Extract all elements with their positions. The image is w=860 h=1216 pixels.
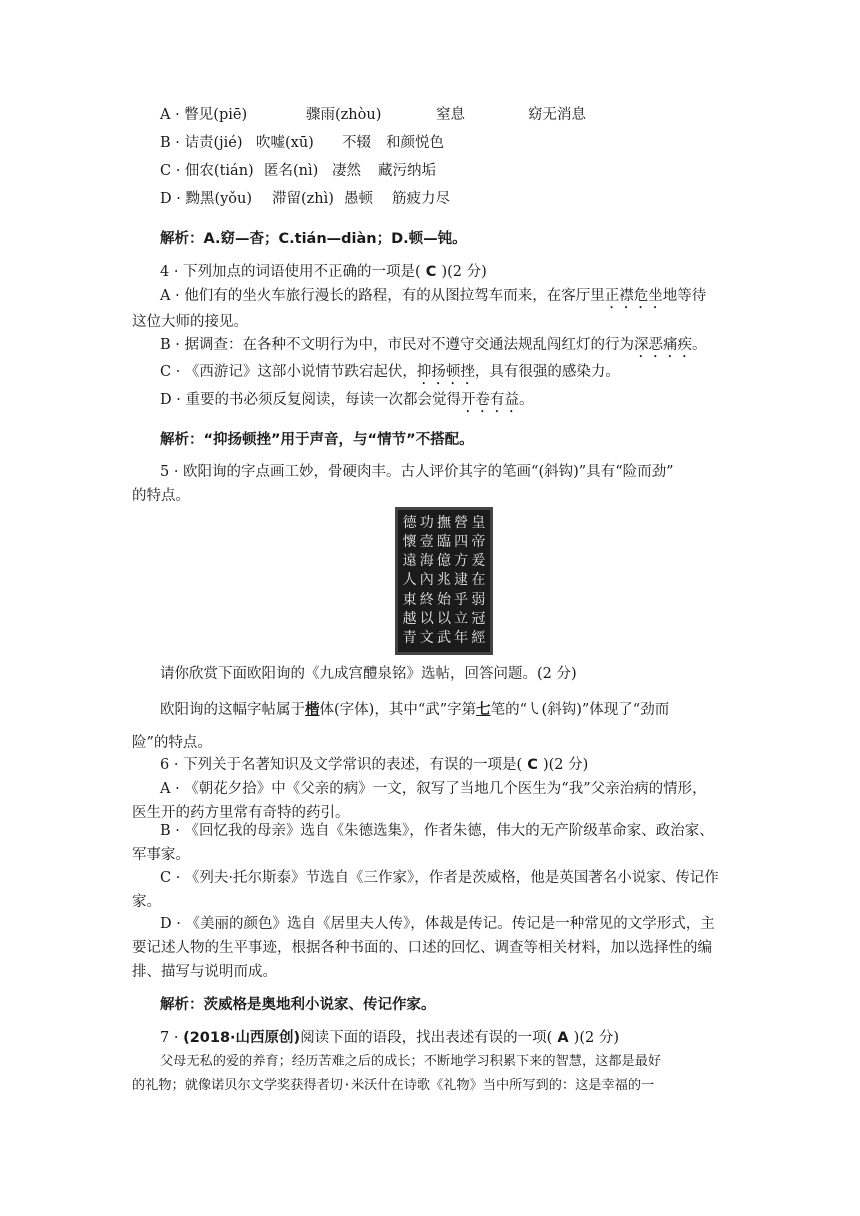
- calligraphy-char: 以: [419, 610, 434, 627]
- calligraphy-char: 內: [419, 572, 434, 589]
- q4-b-tail: 。: [691, 337, 707, 353]
- calligraphy-char: 文: [419, 629, 434, 646]
- q4-option-c: [160, 362, 620, 388]
- q5-prompt: 请你欣赏下面欧阳询的《九成宫醴泉铭》选帖，回答问题。(2 分): [160, 666, 577, 682]
- q6-option-d-cont1: 要记述人物的生平事迹，根据各种书面的、口述的回忆、调查等相关材料，加以选择性的编: [132, 940, 712, 956]
- q5-blank-2: 七: [476, 702, 491, 718]
- q3-c-word3: 凄然: [332, 163, 361, 179]
- calligraphy-char: 經: [471, 629, 486, 646]
- q7-passage-line2: 的礼物；就像诺贝尔文学奖获得者切·米沃什在诗歌《礼物》当中所写到的：这是幸福的一: [132, 1078, 655, 1093]
- calligraphy-char: 在: [471, 572, 486, 589]
- q4-c-dotted: 抑扬顿挫: [416, 364, 475, 380]
- calligraphy-char: 冠: [471, 610, 486, 627]
- calligraphy-char: 帝: [471, 534, 486, 551]
- q4-c-tail: ，具有很强的感染力。: [474, 364, 620, 380]
- q6-option-a: A · 《朝花夕拾》中《父亲的病》一文，叙写了当地几个医生为“我”父亲治病的情形，: [160, 781, 707, 797]
- q7-passage-line1: 父母无私的爱的养育；经历苦难之后的成长；不断地学习积累下来的智慧，这都是最好: [160, 1054, 662, 1069]
- q7-stem-text: 阅读下面的语段，找出表述有误的一项(: [300, 1030, 553, 1046]
- q3-a-word3: 窒息: [436, 107, 465, 123]
- calligraphy-char: 東: [402, 591, 417, 608]
- q7-score: )(2 分): [573, 1030, 619, 1046]
- calligraphy-char: 以: [436, 610, 451, 627]
- q4-a-tail: 地等待: [662, 288, 707, 304]
- q4-answer: C: [420, 264, 442, 280]
- q4-stem-text: 4 · 下列加点的词语使用不正确的一项是(: [160, 264, 421, 280]
- q4-b-dotted: 深恶痛疾: [633, 337, 692, 353]
- q5-stem-line1: 5 · 欧阳询的字点画工妙，骨硬肉丰。古人评价其字的笔画“(斜钩)”具有“险而劲”: [160, 464, 674, 480]
- q6-option-c-cont: 家。: [132, 894, 161, 910]
- q3-d-word4: 筋疲力尽: [392, 191, 450, 207]
- calligraphy-char: 武: [436, 629, 451, 646]
- calligraphy-char: 壹: [419, 534, 434, 551]
- calligraphy-column-3: [436, 516, 451, 646]
- calligraphy-char: 終: [419, 591, 434, 608]
- calligraphy-char: 始: [436, 591, 451, 608]
- q3-option-d: [160, 189, 450, 209]
- q6-option-d: D · 《美丽的颜色》选自《居里夫人传》，体裁是传记。传记是一种常见的文学形式，主: [160, 916, 715, 932]
- q7-number: 7 ·: [160, 1030, 184, 1046]
- q6-stem: [160, 755, 588, 775]
- calligraphy-char: 德: [402, 515, 417, 531]
- q7-source: (2018·山西原创): [183, 1030, 301, 1046]
- calligraphy-char: 青: [402, 629, 417, 646]
- calligraphy-char: 弱: [471, 591, 486, 608]
- q4-option-b: [160, 335, 706, 361]
- calligraphy-char: 撫: [436, 515, 451, 531]
- calligraphy-char: 臨: [436, 534, 451, 551]
- calligraphy-char: 營: [454, 515, 469, 531]
- calligraphy-char: 遠: [402, 553, 417, 570]
- q3-d-word3: 愚顿: [344, 191, 373, 207]
- q7-answer: A: [552, 1030, 574, 1046]
- q3-option-a: [160, 105, 586, 125]
- q5-answer-mid: 体(字体)，其中“武”字第: [319, 702, 477, 718]
- q5-answer-line1: [160, 700, 669, 720]
- q5-answer-line2: 险”的特点。: [132, 735, 212, 751]
- q4-option-a-cont: 这位大师的接见。: [132, 314, 248, 330]
- q3-option-b: [160, 133, 444, 153]
- calligraphy-char: 乎: [454, 591, 469, 608]
- q4-c-text: C · 《西游记》这部小说情节跌宕起伏，: [160, 364, 417, 380]
- calligraphy-rubbing-image: [395, 507, 493, 655]
- q3-b-word4: 和颜悦色: [386, 135, 444, 151]
- calligraphy-char: 方: [454, 553, 469, 570]
- q6-answer: C: [522, 757, 543, 773]
- calligraphy-char: 四: [454, 534, 469, 551]
- q6-option-b-cont: 军事家。: [132, 847, 190, 863]
- q3-d-word1: D · 黝黑(yǒu): [160, 191, 253, 207]
- q5-blank-1: 楷: [305, 702, 320, 718]
- calligraphy-char: 立: [454, 610, 469, 627]
- q4-b-text: B · 据调查：在各种不文明行为中，市民对不遵守交通法规乱闯红灯的行为: [160, 337, 634, 353]
- calligraphy-char: 億: [436, 553, 451, 570]
- calligraphy-column-4: [419, 516, 434, 646]
- q3-c-word4: 藏污纳垢: [378, 163, 436, 179]
- calligraphy-char: 兆: [436, 572, 451, 589]
- q4-d-tail: 。: [518, 392, 534, 408]
- calligraphy-char: 越: [402, 610, 417, 627]
- calligraphy-column-5: [402, 516, 417, 646]
- calligraphy-char: 懷: [402, 534, 417, 551]
- q4-score: )(2 分): [441, 264, 487, 280]
- q7-stem: [160, 1028, 619, 1048]
- calligraphy-char: 功: [419, 515, 434, 531]
- q5-stem-line2: 的特点。: [132, 488, 190, 504]
- q3-c-word1: C · 佃农(tián): [160, 163, 254, 179]
- q3-b-word3: 不辍: [342, 135, 371, 151]
- calligraphy-char: 海: [419, 553, 434, 570]
- q5-answer-text: 欧阳询的这幅字帖属于: [160, 702, 305, 718]
- q3-a-word2: 骤雨(zhòu): [306, 107, 382, 123]
- q4-a-dotted: 正襟危坐: [604, 288, 663, 304]
- q3-d-word2: 滞留(zhì): [272, 191, 334, 207]
- q6-score: )(2 分): [542, 757, 589, 773]
- calligraphy-char: 爰: [471, 553, 486, 570]
- q6-stem-text: 6 · 下列关于名著知识及文学常识的表述，有误的一项是(: [160, 757, 523, 773]
- q4-analysis: 解析：“抑扬顿挫”用于声音，与“情节”不搭配。: [160, 432, 474, 448]
- q6-option-d-cont2: 排、描写与说明而成。: [132, 964, 277, 980]
- q4-option-a: [160, 286, 706, 312]
- q6-analysis: 解析：茨威格是奥地利小说家、传记作家。: [160, 997, 436, 1013]
- q3-a-word4: 窈无消息: [528, 107, 586, 123]
- calligraphy-char: 人: [402, 572, 417, 589]
- calligraphy-char: 年: [454, 629, 469, 646]
- q6-option-b: B · 《回忆我的母亲》选自《朱德选集》，作者朱德，伟大的无产阶级革命家、政治家、: [160, 823, 714, 839]
- q3-b-word1: B · 诘责(jié): [160, 135, 243, 151]
- q3-c-word2: 匿名(nì): [264, 163, 319, 179]
- q4-stem: [160, 262, 487, 282]
- q4-d-dotted: 开卷有益: [460, 392, 519, 408]
- calligraphy-column-1: [471, 516, 486, 646]
- q4-option-d: [160, 390, 533, 416]
- calligraphy-column-2: [454, 516, 469, 646]
- calligraphy-char: 皇: [471, 515, 486, 531]
- q4-a-text: A · 他们有的坐火车旅行漫长的路程，有的从图拉驾车而来，在客厅里: [160, 288, 605, 304]
- calligraphy-char: 逮: [454, 572, 469, 589]
- q3-b-word2: 吹嘘(xū): [256, 135, 314, 151]
- q3-option-c: [160, 161, 436, 181]
- q4-d-text: D · 重要的书必须反复阅读，每读一次都会觉得: [160, 392, 461, 408]
- q6-option-c: C · 《列夫·托尔斯泰》节选自《三作家》，作者是茨威格，他是英国著名小说家、传记作: [160, 870, 719, 886]
- q6-option-a-cont: 医生开的药方里常有奇特的药引。: [132, 805, 350, 821]
- q5-answer-tail: 笔的“㇂(斜钩)”体现了“劲而: [490, 702, 670, 718]
- q3-analysis: 解析：A.窈—杳；C.tián—diàn；D.顿—钝。: [160, 231, 467, 247]
- q3-a-word1: A · 瞥见(piē): [160, 107, 248, 123]
